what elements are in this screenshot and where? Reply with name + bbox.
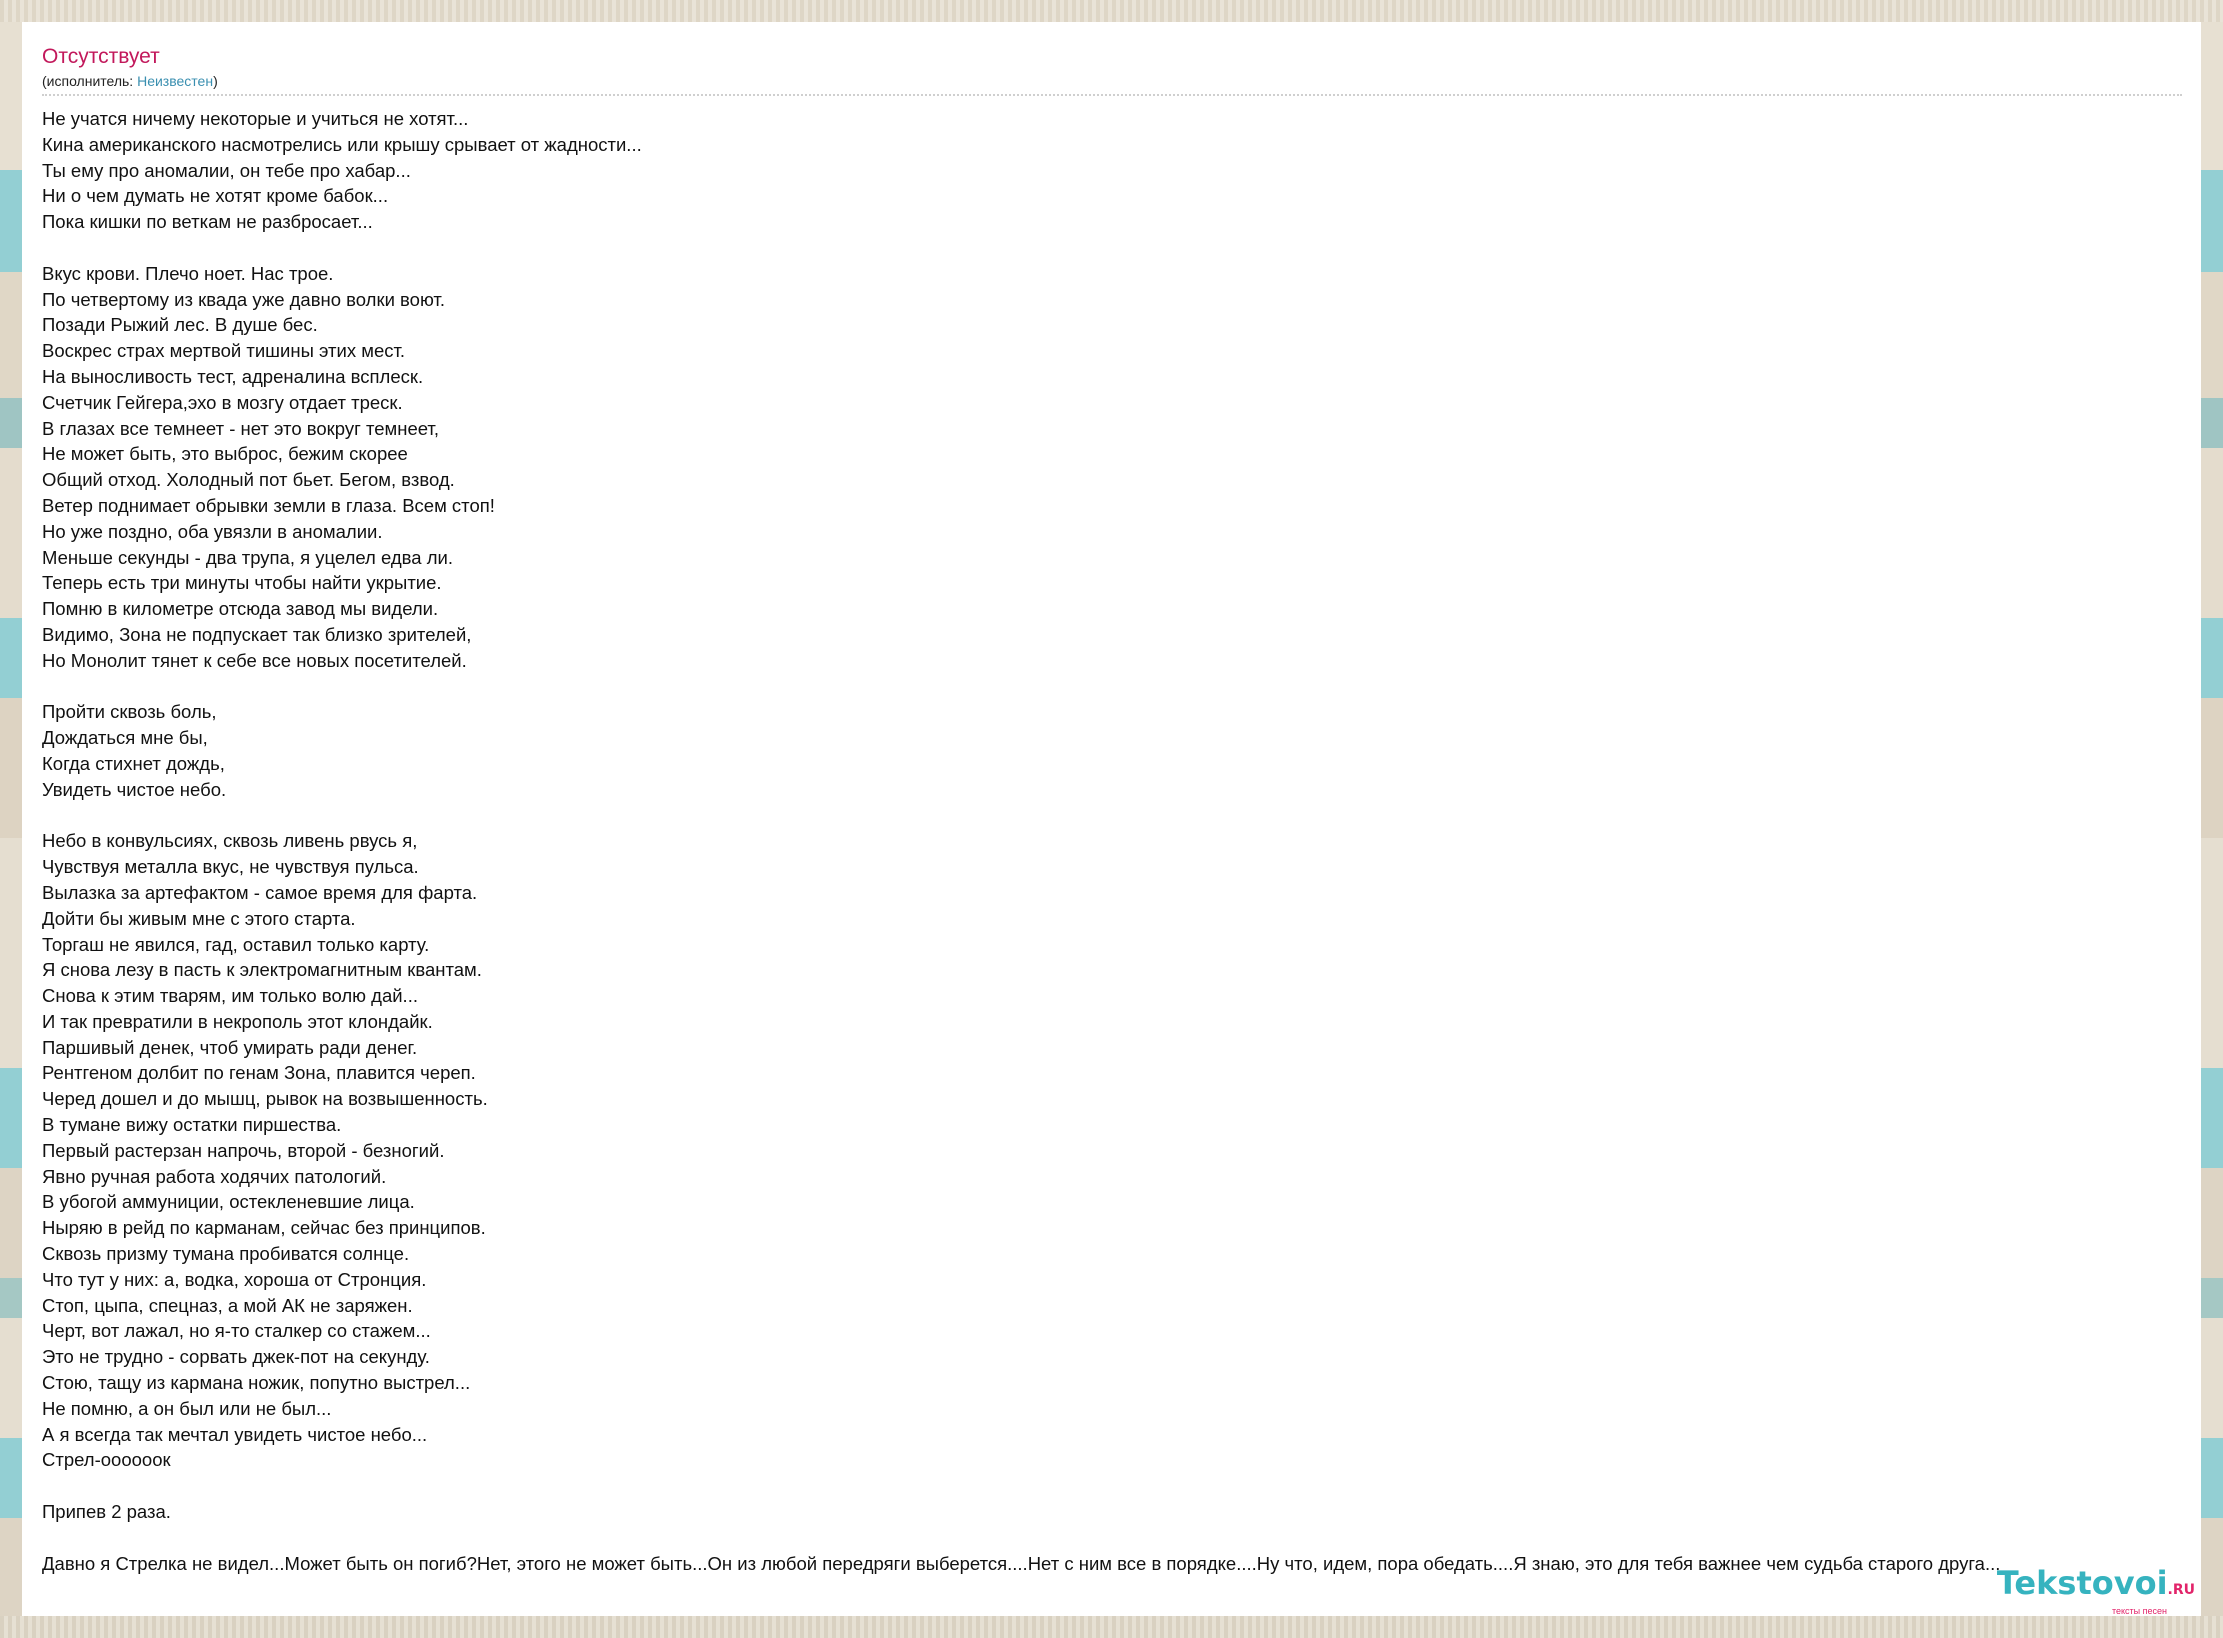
artist-prefix: (исполнитель: — [42, 73, 138, 89]
lyric-line: Меньше секунды - два трупа, я уцелел едва ли. — [42, 546, 453, 568]
lyric-line: Не учатся ничему некоторые и учиться не хотят... — [42, 108, 469, 129]
top-decorative-stripe — [0, 0, 2223, 22]
lyrics-text — [42, 106, 2201, 1576]
lyric-line: Пройти сквозь боль, — [42, 701, 217, 723]
lyric-line: Вкус крови. Плечо ноет. Нас трое. — [42, 262, 334, 284]
lyric-line: Сквозь призму тумана пробиватся солнце. — [42, 1243, 410, 1265]
lyric-line: Когда стихнет дождь, — [42, 752, 225, 774]
lyric-line: Стрел-ооооoок — [42, 1449, 171, 1471]
artist-suffix: ) — [213, 73, 218, 89]
lyric-line: Черед дошел и до мышц, рывок на возвышенность. — [42, 1088, 488, 1110]
lyric-line: Небо в конвульсиях, сквозь ливень рвусь я, — [42, 830, 418, 852]
lyric-line — [42, 235, 2201, 261]
lyric-line: Ни о чем думать не хотят кроме бабок... — [42, 185, 389, 207]
title-divider — [42, 94, 2182, 96]
lyric-line: Позади Рыжий лес. В душе бес. — [42, 314, 318, 336]
lyric-line: Кина американского насмотрелись или крышу срывает от жадности... — [42, 133, 642, 155]
lyric-line: Счетчик Гейгера,эхо в мозгу отдает треск. — [42, 391, 403, 413]
lyric-line: Паршивый денек, чтоб умирать ради денег. — [42, 1036, 418, 1058]
lyric-line: Вылазка за артефактом - самое время для фарта. — [42, 881, 478, 903]
lyric-line: Не помню, а он был или не был... — [42, 1397, 332, 1419]
lyric-line — [42, 674, 2201, 700]
lyric-line: Дойти бы живым мне с этого старта. — [42, 907, 356, 929]
lyric-line: Явно ручная работа ходячих патологий. — [42, 1165, 387, 1187]
lyric-line: Первый растерзан напрочь, второй - безногий. — [42, 1139, 445, 1161]
lyric-line: Ты ему про аномалии, он тебе про хабар... — [42, 159, 411, 181]
lyric-line: Припев 2 раза. — [42, 1501, 171, 1523]
lyric-line: Но Монолит тянет к себе все новых посетителей. — [42, 649, 467, 671]
lyric-line: Воскрес страх мертвой тишины этих мест. — [42, 340, 406, 362]
site-logo[interactable] — [1996, 1564, 2195, 1616]
lyric-line: Это не трудно - сорвать джек-пот на секунду. — [42, 1346, 430, 1368]
lyric-line — [42, 1525, 2201, 1551]
lyric-line: Стою, тащу из кармана ножик, попутно выстрел... — [42, 1372, 471, 1394]
lyric-line: Рентгеном долбит по генам Зона, плавится череп. — [42, 1062, 476, 1084]
lyric-line: Черт, вот лажал, но я-то сталкер со стажем... — [42, 1320, 431, 1342]
lyric-line: Общий отход. Холодный пот бьет. Бегом, взвод. — [42, 469, 455, 491]
lyric-line: По четвертому из квада уже давно волки воют. — [42, 288, 445, 310]
logo-tagline: тексты песен — [2111, 1606, 2167, 1616]
artist-line — [42, 72, 2201, 90]
lyric-line: А я всегда так мечтал увидеть чистое небо... — [42, 1423, 428, 1445]
lyric-line: Увидеть чистое небо. — [42, 778, 227, 800]
lyric-line: Пока кишки по веткам не разбросает... — [42, 211, 373, 233]
bottom-decorative-stripe — [0, 1616, 2223, 1638]
lyric-line: Не может быть, это выброс, бежим скорее — [42, 443, 408, 465]
lyric-line — [42, 1473, 2201, 1499]
lyric-line: Давно я Стрелка не видел...Может быть он погиб?Нет, этого не может быть...Он из любой передряги выберется....Нет с ним все в порядке....Ну что, идем, пора обедать....Я знаю, это для тебя важнее чем судьба старого друга... — [42, 1552, 2001, 1574]
artist-link[interactable]: Неизвестен — [137, 73, 214, 89]
lyric-line: Торгаш не явился, гад, оставил только карту. — [42, 933, 430, 955]
lyric-line: Ныряю в рейд по карманам, сейчас без принципов. — [42, 1217, 486, 1239]
song-title: Отсутствует — [42, 45, 160, 68]
lyric-line: Что тут у них: а, водка, хороша от Стронция. — [42, 1268, 427, 1290]
logo-name: Tekstovoi — [1996, 1564, 2168, 1602]
lyric-line: В глазах все темнеет - нет это вокруг темнеет, — [42, 417, 439, 439]
lyric-line: Чувствуя металла вкус, не чувствуя пульса. — [42, 856, 419, 878]
lyric-line: Ветер поднимает обрывки земли в глаза. Всем стоп! — [42, 494, 495, 516]
logo-domain: .RU — [2167, 1582, 2195, 1598]
lyric-line: Я снова лезу в пасть к электромагнитным квантам. — [42, 959, 482, 981]
lyric-line: Видимо, Зона не подпускает так близко зрителей, — [42, 623, 472, 645]
lyrics-panel — [22, 22, 2201, 1616]
lyric-line: Но уже поздно, оба увязли в аномалии. — [42, 520, 383, 542]
lyric-line: Снова к этим тварям, им только волю дай... — [42, 985, 418, 1007]
lyric-line: Теперь есть три минуты чтобы найти укрытие. — [42, 572, 442, 594]
lyric-line: На выносливость тест, адреналина всплеск. — [42, 365, 424, 387]
lyric-line: В тумане вижу остатки пиршества. — [42, 1114, 342, 1136]
lyric-line: И так превратили в некрополь этот клондайк. — [42, 1010, 433, 1032]
lyric-line — [42, 803, 2201, 829]
lyric-line: Дождаться мне бы, — [42, 727, 208, 749]
lyric-line: Стоп, цыпа, спецназ, а мой АК не заряжен. — [42, 1294, 413, 1316]
lyric-line: В убогой аммуниции, остекленевшие лица. — [42, 1191, 415, 1213]
lyric-line: Помню в километре отсюда завод мы видели. — [42, 598, 439, 620]
